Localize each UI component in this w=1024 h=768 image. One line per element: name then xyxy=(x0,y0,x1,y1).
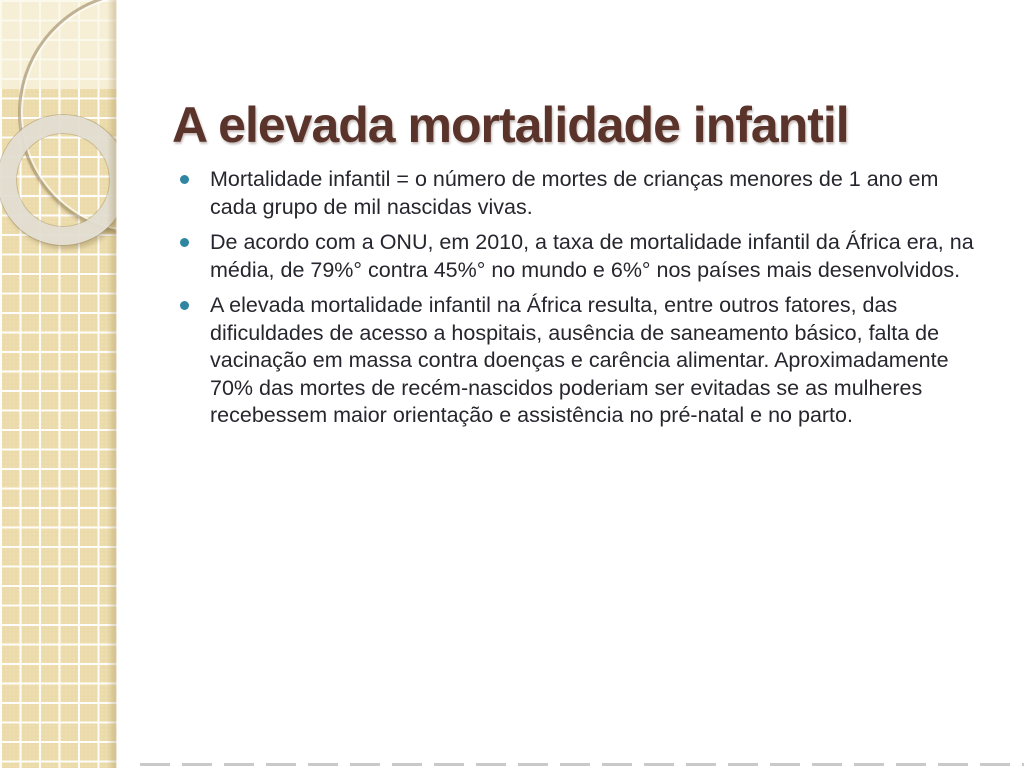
bullet-text: A elevada mortalidade infantil na África resulta, entre outros fatores, das dificuldades de acesso a hospitais, ausência de saneamento básico, falta de vacinação em massa contra doenças e carência alimentar. Aproximadamente 70% das mortes de recém-nascidos poderiam ser evitadas se as mulheres recebessem maior orientação e assistência no pré-natal e no parto. xyxy=(210,293,949,427)
bullet-text: Mortalidade infantil = o número de mortes de crianças menores de 1 ano em cada grupo de mil nascidas vivas. xyxy=(210,167,939,219)
slide-title: A elevada mortalidade infantil xyxy=(172,96,849,153)
bullet-marker-icon xyxy=(180,301,189,310)
sidebar-decoration xyxy=(0,0,117,768)
thick-ring-decoration xyxy=(0,115,117,245)
bullet-list xyxy=(178,166,985,438)
bullet-item xyxy=(178,292,985,430)
bullet-marker-icon xyxy=(180,175,189,184)
sidebar-edge-shadow xyxy=(107,0,117,768)
bullet-item xyxy=(178,166,985,221)
bullet-item xyxy=(178,229,985,284)
bullet-text: De acordo com a ONU, em 2010, a taxa de mortalidade infantil da África era, na média, de 79%° contra 45%° no mundo e 6%° nos países mais desenvolvidos. xyxy=(210,230,974,282)
bullet-marker-icon xyxy=(180,238,189,247)
slide-bottom-edge xyxy=(140,763,1024,766)
